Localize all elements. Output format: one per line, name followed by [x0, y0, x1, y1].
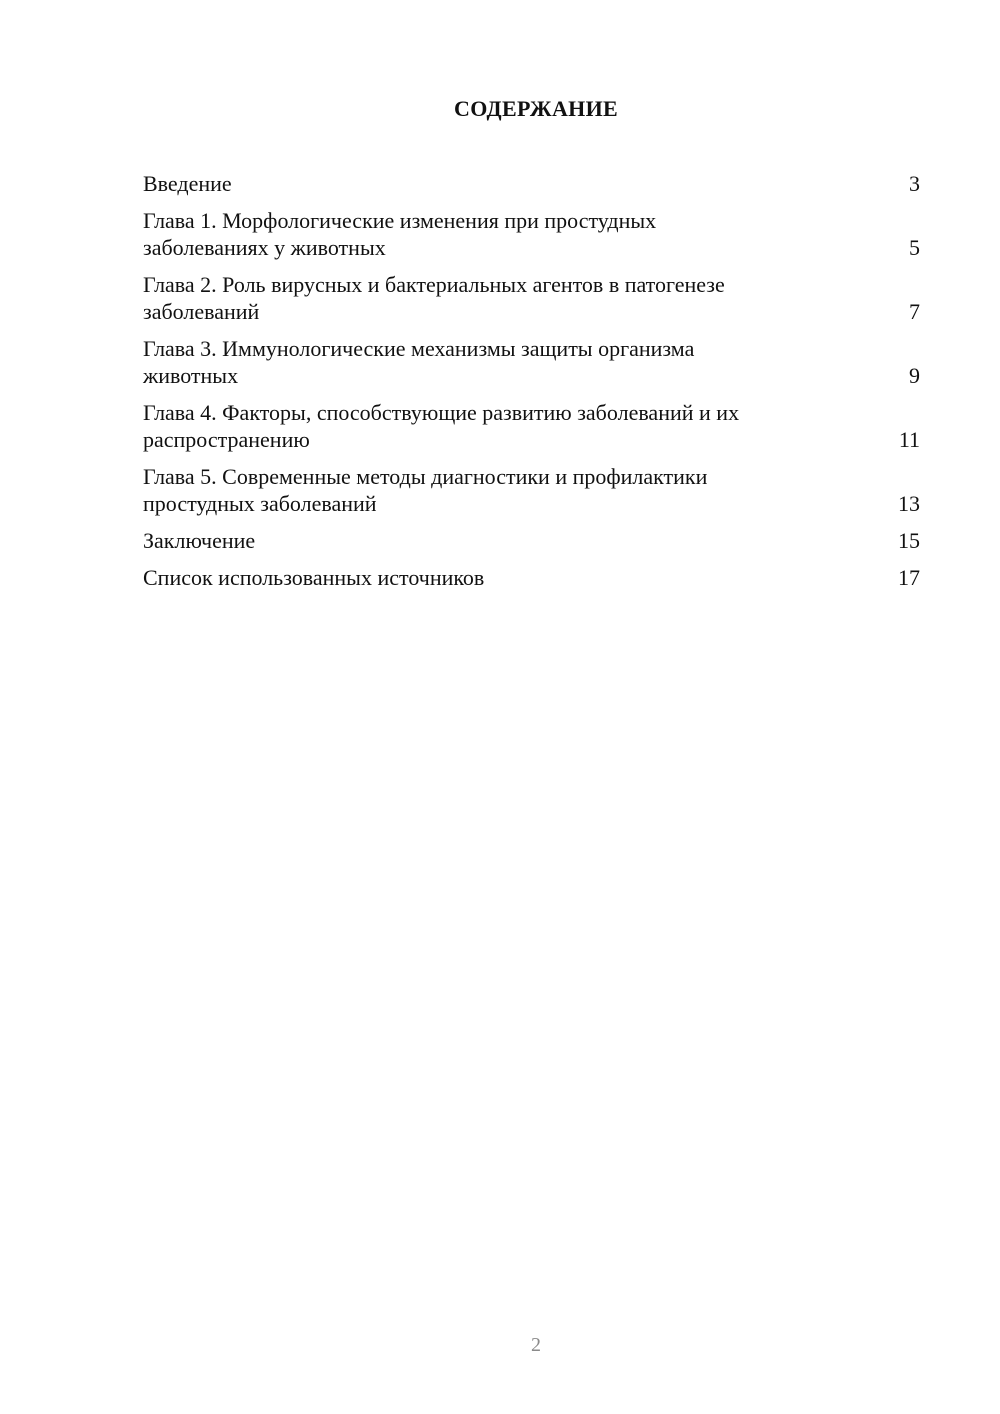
- toc-entry-line: Глава 5. Современные методы диагностики и профилактики: [143, 464, 708, 489]
- toc-entry-label: [143, 463, 890, 517]
- toc-entry-line: Глава 2. Роль вирусных и бактериальных агентов в патогенезе: [143, 272, 725, 297]
- toc-entry-page: 11: [898, 427, 920, 452]
- toc-entry-label: [143, 335, 890, 389]
- toc-entry-line: Введение: [143, 171, 232, 196]
- toc-entry-line: Список использованных источников: [143, 565, 485, 590]
- table-of-contents: [143, 170, 920, 601]
- toc-entry-label: [143, 271, 890, 325]
- toc-entry: [143, 564, 920, 591]
- toc-entry-label: [143, 564, 890, 591]
- toc-entry-line: Глава 1. Морфологические изменения при простудных: [143, 208, 657, 233]
- toc-entry: [143, 271, 920, 325]
- toc-entry-line: заболеваниях у животных: [143, 235, 386, 260]
- toc-entry-line: заболеваний: [143, 299, 260, 324]
- toc-entry-line: животных: [143, 363, 239, 388]
- toc-entry-line: Глава 4. Факторы, способствующие развитию заболеваний и их: [143, 400, 740, 425]
- toc-entry: [143, 463, 920, 517]
- toc-entry: [143, 207, 920, 261]
- toc-entry-line: Глава 3. Иммунологические механизмы защиты организма: [143, 336, 695, 361]
- toc-entry-line: распространению: [143, 427, 310, 452]
- toc-entry-page: 13: [898, 491, 920, 516]
- toc-entry-label: [143, 207, 890, 261]
- toc-entry: [143, 527, 920, 554]
- toc-entry-line: Заключение: [143, 528, 256, 553]
- toc-entry-page: 15: [898, 528, 920, 553]
- toc-entry-label: [143, 170, 890, 197]
- toc-entry-page: 3: [909, 171, 920, 196]
- toc-entry: [143, 399, 920, 453]
- page-title: СОДЕРЖАНИЕ: [454, 96, 618, 121]
- toc-entry-page: 7: [909, 299, 920, 324]
- page-number: 2: [531, 1334, 541, 1356]
- toc-entry: [143, 170, 920, 197]
- toc-entry-page: 5: [909, 235, 920, 260]
- toc-entry-label: [143, 399, 890, 453]
- toc-entry: [143, 335, 920, 389]
- toc-entry-page: 9: [909, 363, 920, 388]
- toc-entry-line: простудных заболеваний: [143, 491, 377, 516]
- toc-entry-label: [143, 527, 890, 554]
- toc-entry-page: 17: [898, 565, 920, 590]
